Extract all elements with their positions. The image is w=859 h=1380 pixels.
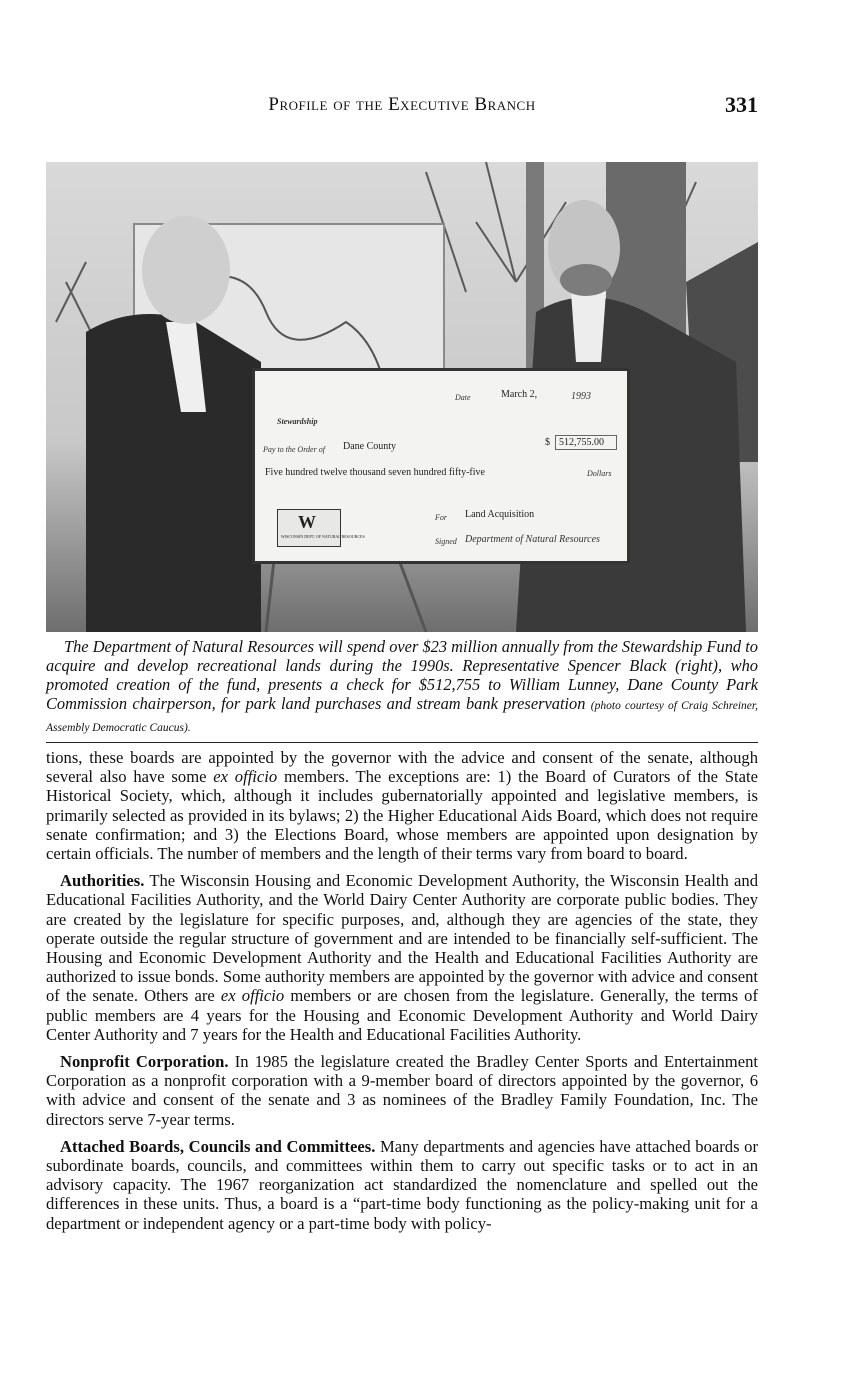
- page-header: [46, 92, 758, 124]
- man-left-face: [142, 216, 230, 324]
- p3-text: In 1985 the legislature created the Bradley Center Sports and Entertainment Corporation as a nonprofit corporation with a 9-member board of directors appointed by the governor, 6 with advice and consent of the senate and 3 as nominees of the Bradley Family Foundation, Inc. The directors serve 7-year terms.: [46, 1052, 758, 1129]
- p2-before: The Wisconsin Housing and Economic Development Authority, the Wisconsin Health and Educational Facilities Authority, and the World Dairy Center Authority are corporate public bodies. They are created by the legislature for specific purposes, and, although they are agencies of the state, they operate outside the regular structure of government and are intended to be financially self-sufficient. The Housing and Economic Development Authority and the Health and Educational Facilities Authority are authorized to issue bonds. Some authority members are appointed by the governor with advice and consent of the senate. Others are: [46, 871, 758, 1006]
- caption-rule: [46, 742, 758, 743]
- check-for-label: For: [435, 513, 447, 522]
- check-amount-words: Five hundred twelve thousand seven hundred fifty-five: [265, 467, 485, 478]
- caption-text: The Department of Natural Resources will spend over $23 million annually from the Stewardship Fund to acquire and develop recreational lands during the 1990s. Representative Spencer Black (right), who promoted creation of the fund, presents a check for $512,755 to William Lunney, Dane County Park Commission chairperson, for park land purchases and stream bank preservation: [46, 637, 758, 713]
- heading-nonprofit: Nonprofit Corporation.: [60, 1052, 229, 1072]
- p2-after: members or are chosen from the legislature. Generally, the terms of public members are 4 years for the Housing and Economic Development Authority and World Dairy Center Authority and 7 years for the Health and Educational Facilities Authority.: [46, 986, 758, 1044]
- man-right-shirt: [571, 292, 606, 362]
- page-number: 331: [725, 92, 758, 117]
- check-year: 1993: [571, 391, 591, 402]
- running-title: Profile of the Executive Branch: [268, 94, 536, 115]
- dnr-logo: [277, 509, 365, 547]
- paragraph-authorities: [46, 871, 758, 1044]
- check-dollars-label: Dollars: [587, 469, 612, 478]
- dnr-logo-caption: WISCONSIN DEPT. OF NATURAL RESOURCES: [281, 534, 365, 539]
- dnr-logo-letter: W: [298, 512, 316, 532]
- paragraph-boards-continued: [46, 748, 758, 863]
- body-text: [46, 748, 758, 1241]
- check-fund-name: Stewardship: [277, 417, 318, 426]
- check-date-label: Date: [455, 393, 471, 402]
- check-payee: Dane County: [343, 441, 397, 452]
- ceremonial-check: [252, 368, 630, 564]
- check-signature: Department of Natural Resources: [465, 534, 600, 545]
- man-right-beard: [560, 264, 612, 296]
- paragraph-nonprofit: [46, 1052, 758, 1129]
- p4-text: Many departments and agencies have attached boards or subordinate boards, councils, and committees within them to carry out specific tasks or to act in an advisory capacity. The 1967 reorganization act standardized the nomenclature and spelled out the differences in these units. Thus, a board is a “part-time body functioning as the policy-making unit for a department or independent agency or a part-time body with policy-: [46, 1136, 758, 1233]
- photo-credit: (photo courtesy of Craig Schreiner, Assembly Democratic Caucus).: [46, 700, 758, 734]
- photograph: [46, 162, 758, 632]
- check-signed-label: Signed: [435, 537, 457, 546]
- check-pay-label: Pay to the Order of: [263, 445, 325, 454]
- p1-italic: ex officio: [213, 767, 278, 787]
- p1-after: members. The exceptions are: 1) the Board of Curators of the State Historical Society, which, although it includes gubernatorially appointed and legislative members, is primarily selected as provided in its bylaws; 2) the Higher Educational Aids Board, which does not require senate confirmation; and 3) the Elections Board, whose members are appointed upon designation by certain officials. The number of members and the length of their terms vary from board to board.: [46, 767, 758, 864]
- p1-before: tions, these boards are appointed by the governor with the advice and consent of the senate, although several also have some: [46, 748, 758, 787]
- paragraph-attached-boards: [46, 1137, 758, 1233]
- check-amount: 512,755.00: [559, 437, 604, 448]
- heading-attached-boards: Attached Boards, Councils and Committees.: [60, 1136, 376, 1156]
- check-purpose: Land Acquisition: [465, 509, 535, 520]
- photo-caption: [46, 637, 758, 738]
- p2-italic: ex officio: [220, 986, 285, 1006]
- check-date-value: March 2,: [501, 389, 538, 400]
- check-currency-symbol: $: [545, 437, 550, 448]
- heading-authorities: Authorities.: [60, 871, 145, 891]
